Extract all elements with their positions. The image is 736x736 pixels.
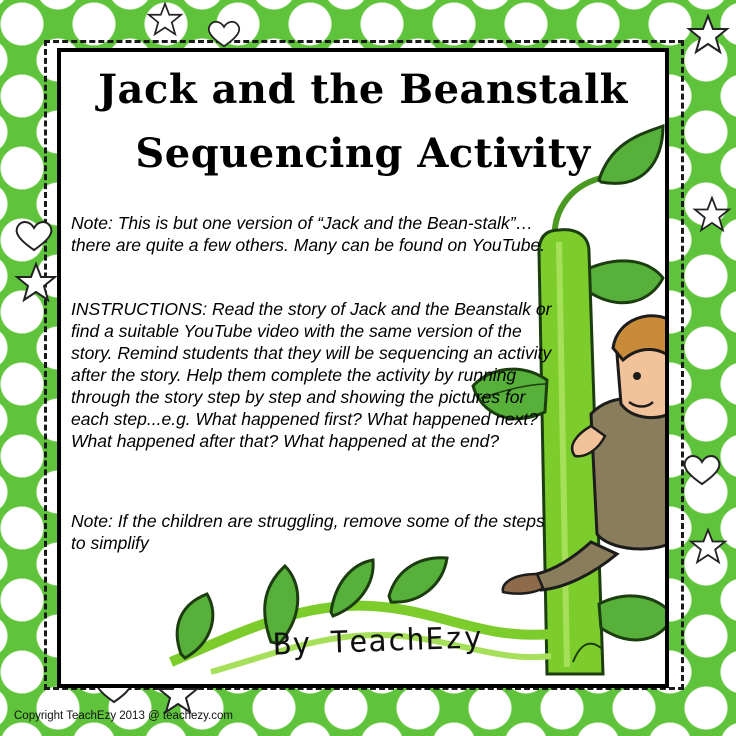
copyright-text: Copyright TeachEzy 2013 @ teachezy.com (14, 710, 233, 722)
note-struggling: Note: If the children are struggling, remove some of the steps to simplify (71, 511, 545, 553)
star-icon (16, 262, 56, 302)
heart-icon (206, 20, 242, 48)
heart-icon (14, 220, 54, 252)
title-line-2: Sequencing Activity (135, 130, 591, 177)
note-intro: Note: This is but one version of “Jack and the Bean-stalk”… there are quite a few others. Many can be found on YouTube. (71, 213, 546, 255)
byline: By TeachEzy (272, 620, 484, 663)
star-icon (148, 2, 182, 36)
star-icon (688, 14, 728, 54)
title-line-1: Jack and the Beanstalk (98, 66, 628, 113)
heart-icon (682, 454, 722, 486)
instructions-text: INSTRUCTIONS: Read the story of Jack and the Beanstalk or find a suitable YouTube video with the same version of the story. Remind students that they will be sequencing an activity after the story. Help them complete the activity by running through the story step by step and showing the pictures for each step...e.g. What happened first? What happened next? What happened after that? What happened at the end? (71, 299, 552, 451)
star-icon (694, 196, 730, 232)
star-icon (690, 528, 726, 564)
content-panel (57, 48, 669, 688)
